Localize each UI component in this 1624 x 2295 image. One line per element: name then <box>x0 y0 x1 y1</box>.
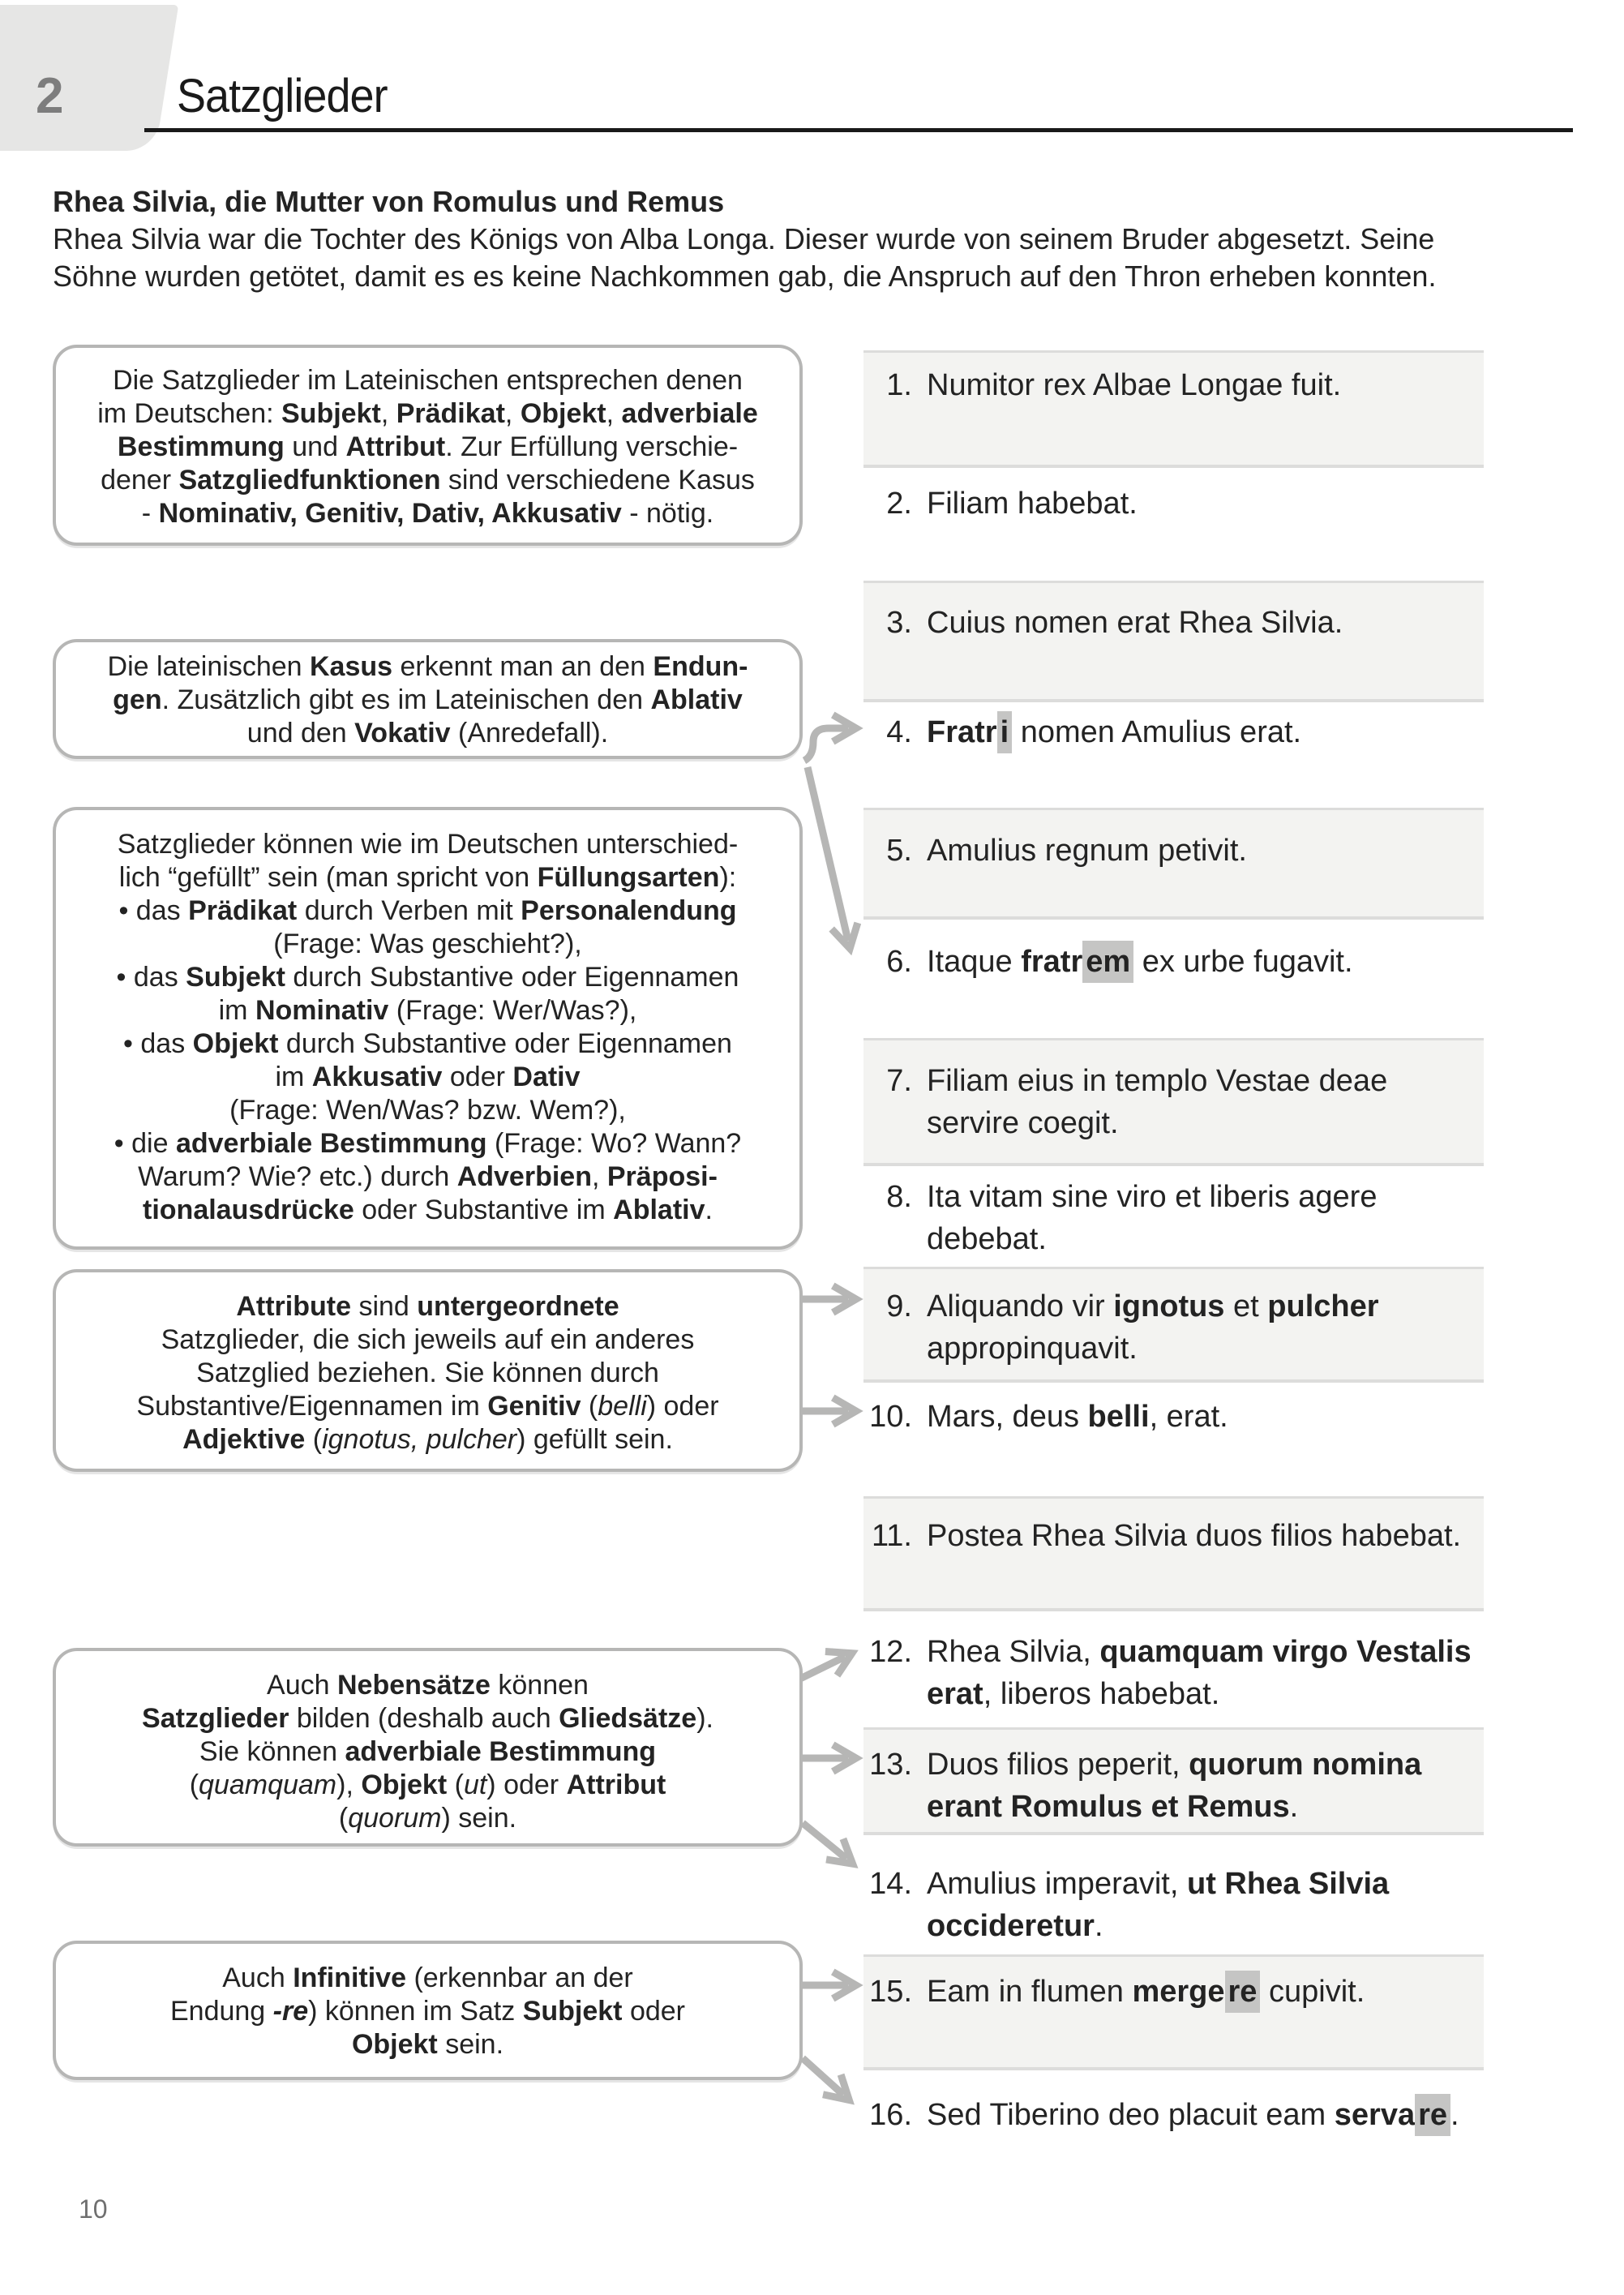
text-segment: Warum? Wie? etc.) durch <box>138 1161 457 1192</box>
text-segment: . Zur Erfüllung verschie- <box>445 431 739 462</box>
page-title: Satzglieder <box>177 70 388 122</box>
info-box-satzglieder <box>53 345 803 546</box>
text-segment: - <box>141 498 159 529</box>
text-segment: belli <box>1087 1400 1150 1434</box>
text-segment: Filiam eius in templo Vestae deae <box>927 1064 1388 1098</box>
text-segment: erant Romulus et Remus <box>927 1790 1290 1824</box>
text-line <box>927 830 1247 872</box>
text-line <box>75 961 780 994</box>
page-number: 10 <box>79 2194 108 2224</box>
info-box-kasus <box>53 639 803 759</box>
text-segment: sein. <box>437 2029 504 2060</box>
text-segment: Personalendung <box>521 895 737 926</box>
text-segment: Akkusativ <box>311 1062 443 1092</box>
text-segment: • das <box>123 1028 193 1059</box>
sentence-text <box>927 1285 1379 1370</box>
text-line <box>927 1515 1461 1557</box>
text-segment: serva <box>1334 2098 1416 2132</box>
text-segment: Adverbien <box>456 1161 592 1192</box>
highlighted-ending: em <box>1082 941 1133 983</box>
text-segment: , liberos habebat. <box>983 1677 1220 1711</box>
text-segment: Subjekt <box>281 398 381 429</box>
sentence-number: 12. <box>869 1635 912 1669</box>
sentence-row-3 <box>863 581 1484 702</box>
text-line <box>75 431 780 464</box>
text-segment: cupivit. <box>1260 1975 1365 2009</box>
text-segment: • die <box>114 1128 176 1159</box>
text-line <box>927 1218 1377 1260</box>
text-segment: Präposi- <box>606 1161 718 1192</box>
text-segment: ) können im Satz <box>308 1996 523 2027</box>
text-line <box>75 497 780 530</box>
text-line <box>927 1673 1472 1715</box>
text-segment: dener <box>101 465 179 495</box>
text-segment: Nebensätze <box>336 1670 491 1701</box>
text-segment: ( <box>189 1770 199 1800</box>
text-line <box>75 1323 780 1357</box>
text-segment: appropinquavit. <box>927 1332 1138 1366</box>
text-segment: (erkennbar an der <box>406 1963 633 1993</box>
text-line <box>75 364 780 397</box>
text-segment: pulcher <box>1267 1289 1379 1323</box>
text-line <box>75 828 780 861</box>
text-line <box>75 1769 780 1802</box>
text-segment: Kasus <box>310 651 393 682</box>
text-segment: ex urbe fugavit. <box>1133 945 1353 979</box>
text-segment: quamquam <box>199 1770 337 1800</box>
text-segment: fratr <box>1021 945 1083 979</box>
text-segment: und den <box>246 718 355 749</box>
info-box-infinitive <box>53 1941 803 2080</box>
text-segment: , <box>606 398 622 429</box>
text-segment: ) gefüllt sein. <box>516 1424 673 1455</box>
text-line <box>75 1290 780 1323</box>
sentence-text <box>927 364 1341 406</box>
text-segment: ) sein. <box>441 1803 517 1834</box>
sentence-text <box>927 711 1301 753</box>
text-line <box>75 1390 780 1423</box>
sentence-row-12 <box>863 1611 1484 1709</box>
sentence-text <box>927 1863 1389 1947</box>
text-segment: merge <box>1132 1975 1225 2009</box>
text-line <box>75 397 780 431</box>
info-box-fuellungsarten <box>53 807 803 1250</box>
text-line <box>75 464 780 497</box>
text-line <box>927 1396 1228 1438</box>
text-segment: adverbiale <box>621 398 758 429</box>
text-line <box>927 1060 1387 1102</box>
sentence-number: 4. <box>886 715 912 749</box>
arrow-infinitive-to-sentence-16 <box>803 2058 843 2095</box>
sentence-number: 14. <box>869 1867 912 1901</box>
sentence-text <box>927 1396 1228 1438</box>
sentence-row-14 <box>863 1835 1484 1943</box>
text-line <box>927 1971 1365 2013</box>
text-line <box>75 1735 780 1769</box>
arrow-kasus-to-sentence-6 <box>808 767 848 941</box>
text-segment: Attribut <box>345 431 446 462</box>
text-segment: , <box>504 398 521 429</box>
highlighted-ending: i <box>997 711 1013 753</box>
text-segment: Objekt <box>520 398 606 429</box>
sentence-number: 3. <box>886 606 912 640</box>
text-segment: Subjekt <box>522 1996 623 2027</box>
sentence-text <box>927 2094 1459 2136</box>
text-segment: Objekt <box>361 1770 448 1800</box>
text-segment: gen <box>113 684 162 715</box>
highlighted-ending: re <box>1415 2094 1450 2136</box>
text-line <box>927 1328 1379 1370</box>
text-segment: ut Rhea Silvia <box>1186 1867 1390 1901</box>
text-segment: , <box>591 1161 607 1192</box>
text-segment: Auch <box>222 1963 294 1993</box>
text-line <box>75 1423 780 1456</box>
text-segment: bilden (deshalb auch <box>289 1703 559 1734</box>
text-segment: (Anredefall). <box>450 718 609 749</box>
text-segment: Vokativ <box>354 718 451 749</box>
text-line <box>75 1962 780 1995</box>
text-segment: erkennt man an den <box>392 651 653 682</box>
text-line <box>927 602 1343 644</box>
text-line <box>75 650 780 684</box>
text-segment: . <box>1450 2098 1459 2132</box>
text-segment: ). <box>696 1703 713 1734</box>
text-line <box>75 1802 780 1835</box>
text-segment: können <box>490 1670 589 1701</box>
text-segment: sind verschiedene Kasus <box>440 465 755 495</box>
text-segment: Rhea Silvia, <box>927 1635 1100 1669</box>
text-segment: , <box>380 398 396 429</box>
text-segment: Subjekt <box>186 962 285 993</box>
sentence-number: 8. <box>886 1180 912 1214</box>
text-segment: Aliquando vir <box>927 1289 1114 1323</box>
text-line <box>75 1357 780 1390</box>
text-segment: im <box>275 1062 312 1092</box>
text-segment: Amulius regnum petivit. <box>927 834 1247 868</box>
text-segment: debebat. <box>927 1222 1047 1256</box>
sentence-number: 6. <box>886 945 912 979</box>
text-segment: Eam in flumen <box>927 1975 1133 2009</box>
intro-text <box>53 183 1573 295</box>
text-line <box>927 1905 1389 1947</box>
info-box-nebensaetze <box>53 1648 803 1847</box>
text-segment: Objekt <box>192 1028 279 1059</box>
sentence-number: 13. <box>869 1748 912 1782</box>
text-segment: ): <box>719 862 737 893</box>
text-line <box>75 894 780 928</box>
sentence-row-15 <box>863 1954 1484 2070</box>
text-segment: durch Verben mit <box>297 895 521 926</box>
text-segment: servire coegit. <box>927 1106 1119 1140</box>
text-segment: Substantive/Eigennamen im <box>136 1391 488 1422</box>
text-line <box>75 1702 780 1735</box>
text-segment: Fratr <box>927 715 997 749</box>
text-segment: im Deutschen: <box>97 398 281 429</box>
intro-heading: Rhea Silvia, die Mutter von Romulus und Remus <box>53 185 725 218</box>
text-segment: Prädikat <box>396 398 505 429</box>
text-segment: ut <box>463 1770 487 1800</box>
text-line <box>927 1176 1377 1218</box>
text-segment: Nominativ, Genitiv, Dativ, Akkusativ <box>158 498 622 529</box>
sentence-number: 10. <box>869 1400 912 1434</box>
text-line <box>75 2028 780 2061</box>
sentence-number: 11. <box>871 1519 912 1553</box>
text-segment: belli <box>598 1391 647 1422</box>
text-segment: Satzglieder können wie im Deutschen unterschied- <box>117 829 739 860</box>
sentence-text <box>927 1971 1365 2013</box>
text-segment: tionalausdrücke <box>143 1195 354 1225</box>
sentence-text <box>927 1631 1472 1715</box>
sentence-text <box>927 1744 1421 1828</box>
text-segment: und <box>284 431 346 462</box>
intro-line: Rhea Silvia war die Tochter des Königs von Alba Longa. Dieser wurde von seinem Bruder abgesetzt. Seine <box>53 222 1435 255</box>
sentence-row-13 <box>863 1727 1484 1835</box>
sentence-number: 7. <box>886 1064 912 1098</box>
text-segment: (Frage: Was geschieht?), <box>273 929 582 959</box>
text-segment: Satzglieder, die sich jeweils auf ein anderes <box>161 1324 695 1355</box>
text-segment: Satzglieder <box>142 1703 289 1734</box>
text-segment: Ablativ <box>613 1195 705 1225</box>
text-line <box>75 717 780 750</box>
sentence-row-16 <box>863 2070 1484 2143</box>
text-segment: durch Substantive oder Eigennamen <box>278 1028 732 1059</box>
text-segment: Sed Tiberino deo placuit eam <box>927 2098 1335 2132</box>
text-segment: Satzgliedfunktionen <box>178 465 441 495</box>
text-segment: nomen Amulius erat. <box>1012 715 1302 749</box>
text-segment: ), <box>336 1770 362 1800</box>
text-segment: , erat. <box>1149 1400 1228 1434</box>
sentence-row-1 <box>863 350 1484 468</box>
text-segment: • das <box>116 962 186 993</box>
arrow-nebensaetze-to-sentence-14 <box>803 1823 846 1859</box>
text-line <box>75 1669 780 1702</box>
text-segment: Amulius imperavit, <box>927 1867 1187 1901</box>
text-segment: Adjektive <box>182 1424 306 1455</box>
text-segment: Objekt <box>351 2029 438 2060</box>
text-segment: ) oder <box>646 1391 719 1422</box>
text-segment: quorum nomina <box>1189 1748 1422 1782</box>
text-segment: Mars, deus <box>927 1400 1088 1434</box>
text-line <box>927 1744 1421 1786</box>
text-segment: (Frage: Wen/Was? bzw. Wem?), <box>229 1095 626 1126</box>
text-segment: Gliedsätze <box>559 1703 697 1734</box>
chapter-number: 2 <box>36 68 64 124</box>
text-line <box>927 1863 1389 1905</box>
text-segment: Genitiv <box>487 1391 581 1422</box>
text-segment: oder <box>442 1062 513 1092</box>
text-segment: Die Satzglieder im Lateinischen entsprechen denen <box>113 365 743 396</box>
text-line <box>75 1061 780 1094</box>
text-segment: . <box>1094 1909 1103 1943</box>
text-line <box>75 684 780 717</box>
sentence-text <box>927 1060 1387 1144</box>
text-segment: ) oder <box>486 1770 567 1800</box>
text-segment: durch Substantive oder Eigennamen <box>285 962 739 993</box>
text-line <box>927 364 1341 406</box>
text-segment: . Zusätzlich gibt es im Lateinischen den <box>161 684 651 715</box>
sentence-number: 1. <box>886 368 912 402</box>
text-segment: quamquam virgo Vestalis <box>1099 1635 1472 1669</box>
text-segment: ( <box>447 1770 464 1800</box>
text-segment: Endun- <box>653 651 748 682</box>
text-segment: oder <box>622 1996 685 2027</box>
text-segment: Cuius nomen erat Rhea Silvia. <box>927 606 1343 640</box>
text-segment: • das <box>118 895 189 926</box>
text-segment: ignotus <box>1113 1289 1225 1323</box>
text-line <box>927 1786 1421 1828</box>
text-segment: - nötig. <box>621 498 714 529</box>
text-segment: -re <box>272 1996 309 2027</box>
sentence-row-10 <box>863 1383 1484 1456</box>
text-line <box>927 2094 1459 2136</box>
text-line <box>927 1102 1387 1144</box>
sentence-row-5 <box>863 808 1484 920</box>
info-box-attribute <box>53 1269 803 1472</box>
sentence-row-9 <box>863 1267 1484 1383</box>
sentence-text <box>927 483 1138 525</box>
sentence-text <box>927 1515 1461 1557</box>
text-segment: ( <box>305 1424 323 1455</box>
text-segment: Attribute <box>236 1291 352 1322</box>
text-line <box>75 928 780 961</box>
text-segment: oder Substantive im <box>354 1195 614 1225</box>
sentence-text <box>927 1176 1377 1260</box>
text-segment: Attribut <box>566 1770 666 1800</box>
text-segment: Filiam habebat. <box>927 487 1138 521</box>
sentence-row-2 <box>863 468 1484 581</box>
text-segment: quorum <box>348 1803 442 1834</box>
text-segment: Postea Rhea Silvia duos filios habebat. <box>927 1519 1462 1553</box>
text-segment: erat <box>927 1677 983 1711</box>
sentence-text <box>927 941 1353 983</box>
text-segment: Duos filios peperit, <box>927 1748 1189 1782</box>
highlighted-ending: re <box>1225 1971 1261 2013</box>
sentence-row-7 <box>863 1038 1484 1166</box>
text-segment: lich “gefüllt” sein (man spricht von <box>118 862 538 893</box>
sentence-text <box>927 602 1343 644</box>
sentence-row-6 <box>863 920 1484 984</box>
sentence-number: 9. <box>886 1289 912 1323</box>
text-segment: im <box>218 995 255 1026</box>
text-line <box>927 711 1301 753</box>
text-line <box>75 861 780 894</box>
text-line <box>927 941 1353 983</box>
text-line <box>75 1995 780 2028</box>
arrow-kasus-to-sentence-4 <box>804 728 848 761</box>
text-line <box>75 1127 780 1160</box>
text-segment: untergeordnete <box>417 1291 619 1322</box>
text-segment: Satzglied beziehen. Sie können durch <box>196 1358 659 1388</box>
text-line <box>927 1285 1379 1328</box>
text-segment: Füllungsarten <box>537 862 720 893</box>
text-line <box>927 483 1138 525</box>
sentence-row-4 <box>863 702 1484 808</box>
text-line <box>75 1094 780 1127</box>
text-segment: Sie können <box>199 1736 345 1767</box>
sentence-row-11 <box>863 1496 1484 1611</box>
text-segment: Infinitive <box>293 1963 406 1993</box>
text-segment: Nominativ <box>255 995 389 1026</box>
text-line <box>75 1194 780 1227</box>
text-line <box>75 994 780 1027</box>
text-segment: Ablativ <box>650 684 743 715</box>
text-segment: . <box>705 1195 713 1225</box>
text-line <box>927 1631 1472 1673</box>
text-segment: adverbiale Bestimmung <box>175 1128 487 1159</box>
text-segment: ignotus, pulcher <box>322 1424 517 1455</box>
text-segment: Die lateinischen <box>107 651 310 682</box>
text-segment: Prädikat <box>188 895 298 926</box>
arrow-nebensaetze-to-sentence-12 <box>800 1657 845 1679</box>
text-segment: ( <box>581 1391 598 1422</box>
text-segment: ( <box>338 1803 349 1834</box>
text-segment: . <box>1289 1790 1299 1824</box>
title-rule <box>144 128 1573 132</box>
text-segment: (Frage: Wer/Was?), <box>388 995 637 1026</box>
text-segment: (Frage: Wo? Wann? <box>486 1128 742 1159</box>
text-segment: Numitor rex Albae Longae fuit. <box>927 368 1342 402</box>
sentence-number: 2. <box>886 487 912 521</box>
text-segment: sind <box>351 1291 418 1322</box>
text-segment: Itaque <box>927 945 1022 979</box>
text-segment: Auch <box>267 1670 337 1701</box>
text-segment: Dativ <box>512 1062 581 1092</box>
text-segment: Ita vitam sine viro et liberis agere <box>927 1180 1378 1214</box>
text-segment: occideretur <box>927 1909 1095 1943</box>
intro-line: Söhne wurden getötet, damit es es keine Nachkommen gab, die Anspruch auf den Thron erheben konnten. <box>53 260 1437 293</box>
sentence-row-8 <box>863 1166 1484 1262</box>
text-segment: et <box>1224 1289 1268 1323</box>
sentence-text <box>927 830 1247 872</box>
text-line <box>75 1027 780 1061</box>
text-segment: Endung <box>169 1996 273 2027</box>
text-line <box>75 1160 780 1194</box>
text-segment: Bestimmung <box>117 431 285 462</box>
text-segment: adverbiale Bestimmung <box>345 1736 657 1767</box>
sentence-number: 15. <box>869 1975 912 2009</box>
sentence-number: 16. <box>869 2098 912 2132</box>
sentence-number: 5. <box>886 834 912 868</box>
